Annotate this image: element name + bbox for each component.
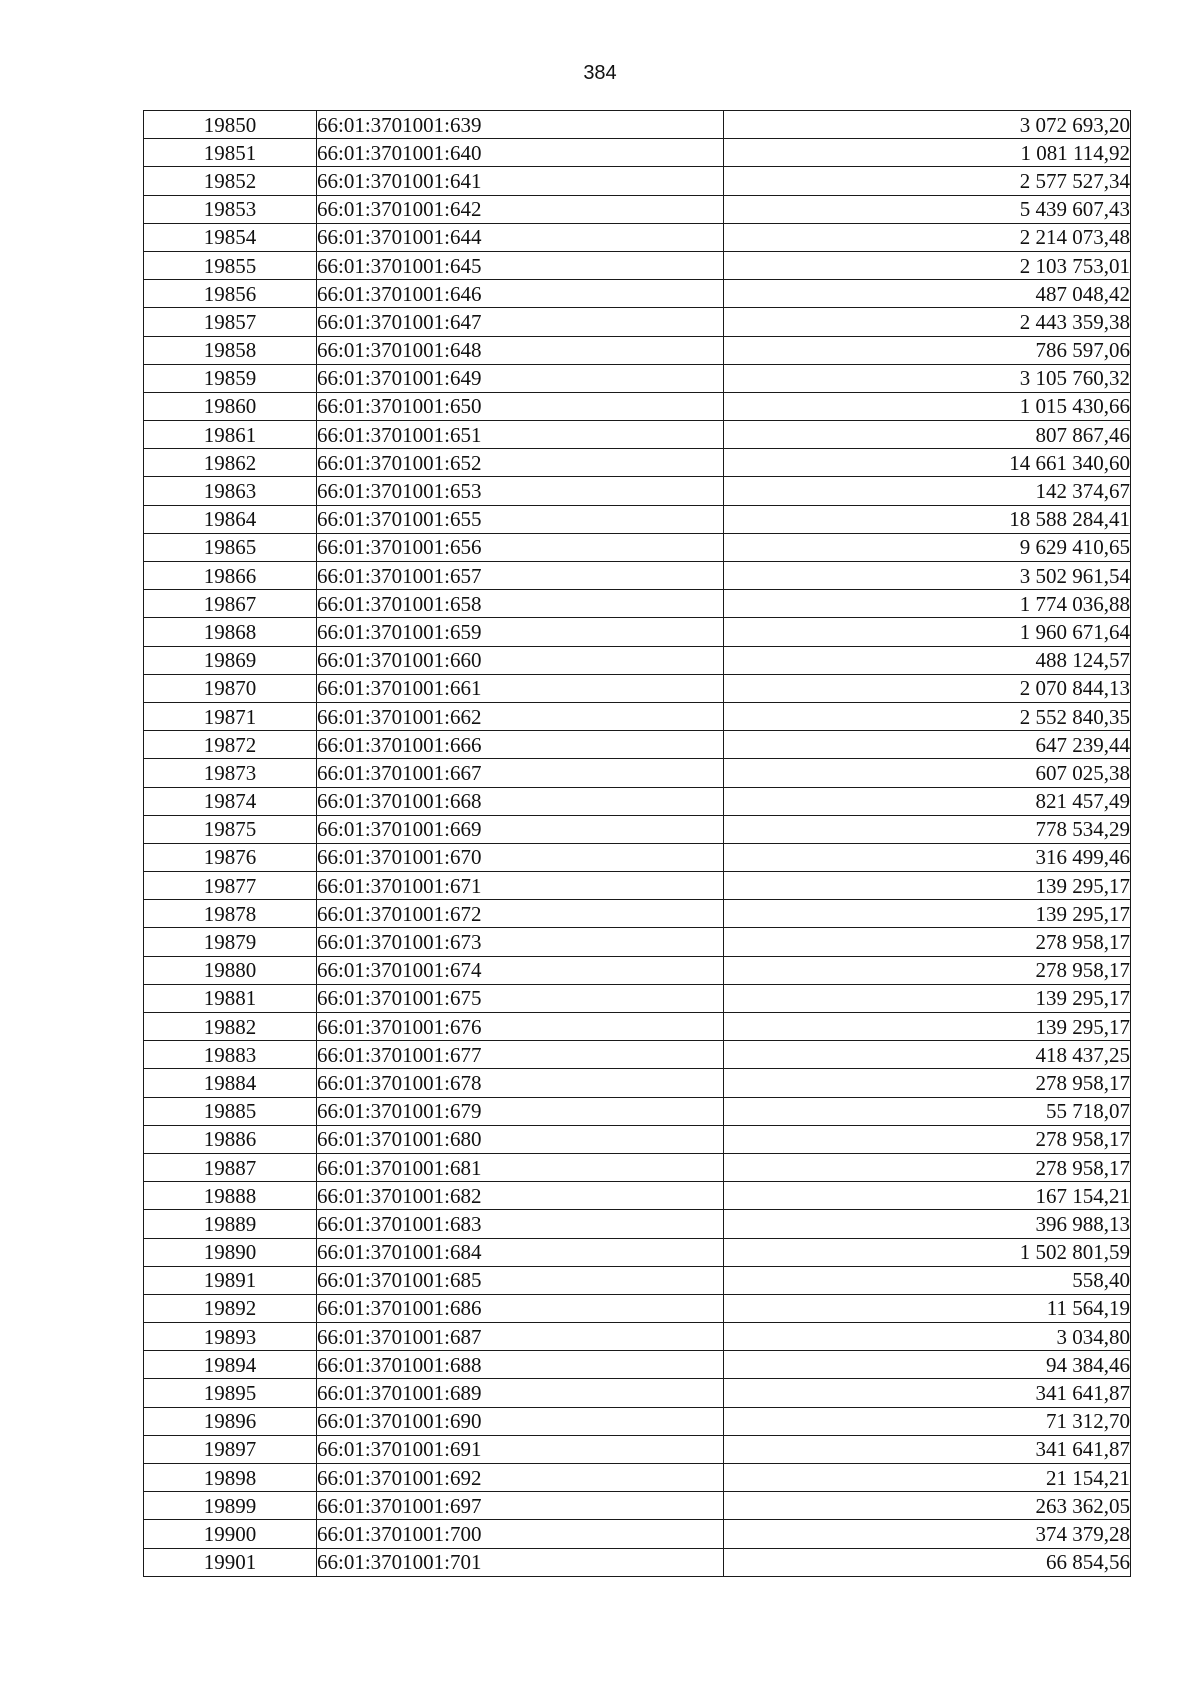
cadastral-value-cell: 341 641,87	[724, 1379, 1131, 1407]
cadastral-number-cell: 66:01:3701001:650	[317, 392, 724, 420]
row-number-cell: 19894	[144, 1351, 317, 1379]
table-row	[144, 1153, 1131, 1181]
table-row	[144, 1520, 1131, 1548]
cadastral-value-cell: 278 958,17	[724, 1153, 1131, 1181]
cadastral-number-cell: 66:01:3701001:681	[317, 1153, 724, 1181]
row-number-cell: 19863	[144, 477, 317, 505]
cadastral-number-cell: 66:01:3701001:689	[317, 1379, 724, 1407]
table-row	[144, 392, 1131, 420]
cadastral-value-cell: 1 502 801,59	[724, 1238, 1131, 1266]
cadastral-value-cell: 1 081 114,92	[724, 139, 1131, 167]
table-row	[144, 477, 1131, 505]
cadastral-number-cell: 66:01:3701001:700	[317, 1520, 724, 1548]
cadastral-value-cell: 2 577 527,34	[724, 167, 1131, 195]
cadastral-value-cell: 1 015 430,66	[724, 392, 1131, 420]
cadastral-number-cell: 66:01:3701001:672	[317, 900, 724, 928]
cadastral-value-cell: 278 958,17	[724, 928, 1131, 956]
row-number-cell: 19874	[144, 787, 317, 815]
row-number-cell: 19896	[144, 1407, 317, 1435]
row-number-cell: 19869	[144, 646, 317, 674]
table-row	[144, 702, 1131, 730]
cadastral-number-cell: 66:01:3701001:652	[317, 449, 724, 477]
row-number-cell: 19860	[144, 392, 317, 420]
table-row	[144, 1182, 1131, 1210]
cadastral-value-cell: 66 854,56	[724, 1548, 1131, 1576]
cadastral-number-cell: 66:01:3701001:687	[317, 1323, 724, 1351]
cadastral-number-cell: 66:01:3701001:692	[317, 1464, 724, 1492]
table-row	[144, 1323, 1131, 1351]
table-row	[144, 674, 1131, 702]
cadastral-number-cell: 66:01:3701001:685	[317, 1266, 724, 1294]
row-number-cell: 19856	[144, 280, 317, 308]
table-row	[144, 421, 1131, 449]
cadastral-number-cell: 66:01:3701001:657	[317, 562, 724, 590]
cadastral-number-cell: 66:01:3701001:661	[317, 674, 724, 702]
cadastral-value-cell: 278 958,17	[724, 1069, 1131, 1097]
table-row	[144, 1041, 1131, 1069]
cadastral-number-cell: 66:01:3701001:686	[317, 1294, 724, 1322]
registry-table-body	[144, 111, 1131, 1577]
cadastral-number-cell: 66:01:3701001:653	[317, 477, 724, 505]
cadastral-number-cell: 66:01:3701001:642	[317, 195, 724, 223]
table-row	[144, 308, 1131, 336]
table-row	[144, 223, 1131, 251]
cadastral-number-cell: 66:01:3701001:674	[317, 956, 724, 984]
table-row	[144, 618, 1131, 646]
cadastral-value-cell: 778 534,29	[724, 815, 1131, 843]
cadastral-number-cell: 66:01:3701001:682	[317, 1182, 724, 1210]
cadastral-number-cell: 66:01:3701001:656	[317, 533, 724, 561]
cadastral-value-cell: 14 661 340,60	[724, 449, 1131, 477]
table-row	[144, 1266, 1131, 1294]
cadastral-number-cell: 66:01:3701001:655	[317, 505, 724, 533]
row-number-cell: 19895	[144, 1379, 317, 1407]
row-number-cell: 19857	[144, 308, 317, 336]
cadastral-number-cell: 66:01:3701001:678	[317, 1069, 724, 1097]
row-number-cell: 19877	[144, 872, 317, 900]
cadastral-number-cell: 66:01:3701001:691	[317, 1435, 724, 1463]
cadastral-value-cell: 488 124,57	[724, 646, 1131, 674]
row-number-cell: 19880	[144, 956, 317, 984]
row-number-cell: 19851	[144, 139, 317, 167]
table-row	[144, 815, 1131, 843]
cadastral-number-cell: 66:01:3701001:666	[317, 731, 724, 759]
cadastral-number-cell: 66:01:3701001:659	[317, 618, 724, 646]
table-row	[144, 251, 1131, 279]
row-number-cell: 19861	[144, 421, 317, 449]
cadastral-value-cell: 2 443 359,38	[724, 308, 1131, 336]
row-number-cell: 19859	[144, 364, 317, 392]
cadastral-value-cell: 18 588 284,41	[724, 505, 1131, 533]
row-number-cell: 19884	[144, 1069, 317, 1097]
table-row	[144, 1125, 1131, 1153]
cadastral-value-cell: 1 774 036,88	[724, 590, 1131, 618]
cadastral-number-cell: 66:01:3701001:684	[317, 1238, 724, 1266]
table-row	[144, 364, 1131, 392]
table-row	[144, 336, 1131, 364]
cadastral-number-cell: 66:01:3701001:658	[317, 590, 724, 618]
row-number-cell: 19876	[144, 843, 317, 871]
cadastral-value-cell: 167 154,21	[724, 1182, 1131, 1210]
row-number-cell: 19888	[144, 1182, 317, 1210]
cadastral-number-cell: 66:01:3701001:668	[317, 787, 724, 815]
row-number-cell: 19870	[144, 674, 317, 702]
cadastral-value-cell: 142 374,67	[724, 477, 1131, 505]
row-number-cell: 19890	[144, 1238, 317, 1266]
cadastral-value-cell: 71 312,70	[724, 1407, 1131, 1435]
cadastral-value-cell: 786 597,06	[724, 336, 1131, 364]
table-row	[144, 167, 1131, 195]
row-number-cell: 19873	[144, 759, 317, 787]
table-row	[144, 139, 1131, 167]
cadastral-value-cell: 807 867,46	[724, 421, 1131, 449]
cadastral-number-cell: 66:01:3701001:640	[317, 139, 724, 167]
table-row	[144, 195, 1131, 223]
row-number-cell: 19862	[144, 449, 317, 477]
cadastral-value-cell: 558,40	[724, 1266, 1131, 1294]
cadastral-number-cell: 66:01:3701001:697	[317, 1492, 724, 1520]
cadastral-value-cell: 2 214 073,48	[724, 223, 1131, 251]
table-row	[144, 280, 1131, 308]
row-number-cell: 19866	[144, 562, 317, 590]
cadastral-value-cell: 139 295,17	[724, 872, 1131, 900]
table-row	[144, 759, 1131, 787]
row-number-cell: 19855	[144, 251, 317, 279]
cadastral-value-cell: 487 048,42	[724, 280, 1131, 308]
table-row	[144, 1210, 1131, 1238]
cadastral-number-cell: 66:01:3701001:690	[317, 1407, 724, 1435]
cadastral-number-cell: 66:01:3701001:641	[317, 167, 724, 195]
cadastral-number-cell: 66:01:3701001:680	[317, 1125, 724, 1153]
row-number-cell: 19852	[144, 167, 317, 195]
cadastral-value-cell: 1 960 671,64	[724, 618, 1131, 646]
cadastral-number-cell: 66:01:3701001:677	[317, 1041, 724, 1069]
cadastral-value-cell: 139 295,17	[724, 900, 1131, 928]
table-row	[144, 505, 1131, 533]
cadastral-value-cell: 821 457,49	[724, 787, 1131, 815]
row-number-cell: 19889	[144, 1210, 317, 1238]
row-number-cell: 19871	[144, 702, 317, 730]
row-number-cell: 19878	[144, 900, 317, 928]
row-number-cell: 19881	[144, 984, 317, 1012]
row-number-cell: 19879	[144, 928, 317, 956]
cadastral-number-cell: 66:01:3701001:646	[317, 280, 724, 308]
table-row	[144, 928, 1131, 956]
registry-table	[143, 110, 1131, 1577]
table-row	[144, 1097, 1131, 1125]
row-number-cell: 19867	[144, 590, 317, 618]
cadastral-value-cell: 139 295,17	[724, 984, 1131, 1012]
cadastral-number-cell: 66:01:3701001:676	[317, 1013, 724, 1041]
cadastral-number-cell: 66:01:3701001:660	[317, 646, 724, 674]
cadastral-value-cell: 3 034,80	[724, 1323, 1131, 1351]
cadastral-value-cell: 396 988,13	[724, 1210, 1131, 1238]
row-number-cell: 19897	[144, 1435, 317, 1463]
table-row	[144, 787, 1131, 815]
cadastral-number-cell: 66:01:3701001:671	[317, 872, 724, 900]
row-number-cell: 19886	[144, 1125, 317, 1153]
cadastral-number-cell: 66:01:3701001:673	[317, 928, 724, 956]
cadastral-value-cell: 2 103 753,01	[724, 251, 1131, 279]
row-number-cell: 19885	[144, 1097, 317, 1125]
cadastral-number-cell: 66:01:3701001:683	[317, 1210, 724, 1238]
cadastral-number-cell: 66:01:3701001:651	[317, 421, 724, 449]
cadastral-value-cell: 418 437,25	[724, 1041, 1131, 1069]
cadastral-number-cell: 66:01:3701001:639	[317, 111, 724, 139]
cadastral-number-cell: 66:01:3701001:675	[317, 984, 724, 1012]
cadastral-value-cell: 341 641,87	[724, 1435, 1131, 1463]
cadastral-value-cell: 94 384,46	[724, 1351, 1131, 1379]
table-row	[144, 984, 1131, 1012]
cadastral-value-cell: 607 025,38	[724, 759, 1131, 787]
table-row	[144, 1013, 1131, 1041]
cadastral-value-cell: 2 552 840,35	[724, 702, 1131, 730]
table-row	[144, 843, 1131, 871]
table-row	[144, 1379, 1131, 1407]
cadastral-value-cell: 263 362,05	[724, 1492, 1131, 1520]
table-row	[144, 1435, 1131, 1463]
cadastral-value-cell: 21 154,21	[724, 1464, 1131, 1492]
row-number-cell: 19883	[144, 1041, 317, 1069]
row-number-cell: 19893	[144, 1323, 317, 1351]
row-number-cell: 19875	[144, 815, 317, 843]
cadastral-value-cell: 11 564,19	[724, 1294, 1131, 1322]
table-row	[144, 1294, 1131, 1322]
cadastral-value-cell: 278 958,17	[724, 1125, 1131, 1153]
table-row	[144, 900, 1131, 928]
cadastral-number-cell: 66:01:3701001:669	[317, 815, 724, 843]
table-row	[144, 533, 1131, 561]
table-row	[144, 1464, 1131, 1492]
cadastral-value-cell: 374 379,28	[724, 1520, 1131, 1548]
row-number-cell: 19882	[144, 1013, 317, 1041]
row-number-cell: 19868	[144, 618, 317, 646]
table-row	[144, 1548, 1131, 1576]
row-number-cell: 19898	[144, 1464, 317, 1492]
cadastral-value-cell: 3 105 760,32	[724, 364, 1131, 392]
row-number-cell: 19850	[144, 111, 317, 139]
table-row	[144, 1069, 1131, 1097]
row-number-cell: 19900	[144, 1520, 317, 1548]
row-number-cell: 19853	[144, 195, 317, 223]
row-number-cell: 19887	[144, 1153, 317, 1181]
table-row	[144, 1238, 1131, 1266]
cadastral-number-cell: 66:01:3701001:701	[317, 1548, 724, 1576]
cadastral-value-cell: 139 295,17	[724, 1013, 1131, 1041]
cadastral-value-cell: 2 070 844,13	[724, 674, 1131, 702]
table-row	[144, 449, 1131, 477]
row-number-cell: 19864	[144, 505, 317, 533]
table-row	[144, 731, 1131, 759]
cadastral-number-cell: 66:01:3701001:670	[317, 843, 724, 871]
page-number: 384	[583, 62, 617, 84]
cadastral-value-cell: 5 439 607,43	[724, 195, 1131, 223]
table-row	[144, 562, 1131, 590]
table-row	[144, 872, 1131, 900]
cadastral-value-cell: 316 499,46	[724, 843, 1131, 871]
cadastral-value-cell: 55 718,07	[724, 1097, 1131, 1125]
row-number-cell: 19891	[144, 1266, 317, 1294]
row-number-cell: 19899	[144, 1492, 317, 1520]
cadastral-value-cell: 9 629 410,65	[724, 533, 1131, 561]
table-row	[144, 1492, 1131, 1520]
cadastral-number-cell: 66:01:3701001:688	[317, 1351, 724, 1379]
cadastral-value-cell: 3 502 961,54	[724, 562, 1131, 590]
cadastral-value-cell: 278 958,17	[724, 956, 1131, 984]
row-number-cell: 19858	[144, 336, 317, 364]
row-number-cell: 19865	[144, 533, 317, 561]
row-number-cell: 19892	[144, 1294, 317, 1322]
cadastral-value-cell: 3 072 693,20	[724, 111, 1131, 139]
cadastral-number-cell: 66:01:3701001:647	[317, 308, 724, 336]
table-row	[144, 646, 1131, 674]
table-row	[144, 590, 1131, 618]
row-number-cell: 19854	[144, 223, 317, 251]
table-row	[144, 1407, 1131, 1435]
cadastral-number-cell: 66:01:3701001:649	[317, 364, 724, 392]
cadastral-value-cell: 647 239,44	[724, 731, 1131, 759]
cadastral-number-cell: 66:01:3701001:645	[317, 251, 724, 279]
cadastral-number-cell: 66:01:3701001:644	[317, 223, 724, 251]
cadastral-number-cell: 66:01:3701001:662	[317, 702, 724, 730]
table-row	[144, 111, 1131, 139]
row-number-cell: 19901	[144, 1548, 317, 1576]
cadastral-number-cell: 66:01:3701001:648	[317, 336, 724, 364]
table-row	[144, 1351, 1131, 1379]
cadastral-number-cell: 66:01:3701001:667	[317, 759, 724, 787]
table-row	[144, 956, 1131, 984]
cadastral-number-cell: 66:01:3701001:679	[317, 1097, 724, 1125]
row-number-cell: 19872	[144, 731, 317, 759]
